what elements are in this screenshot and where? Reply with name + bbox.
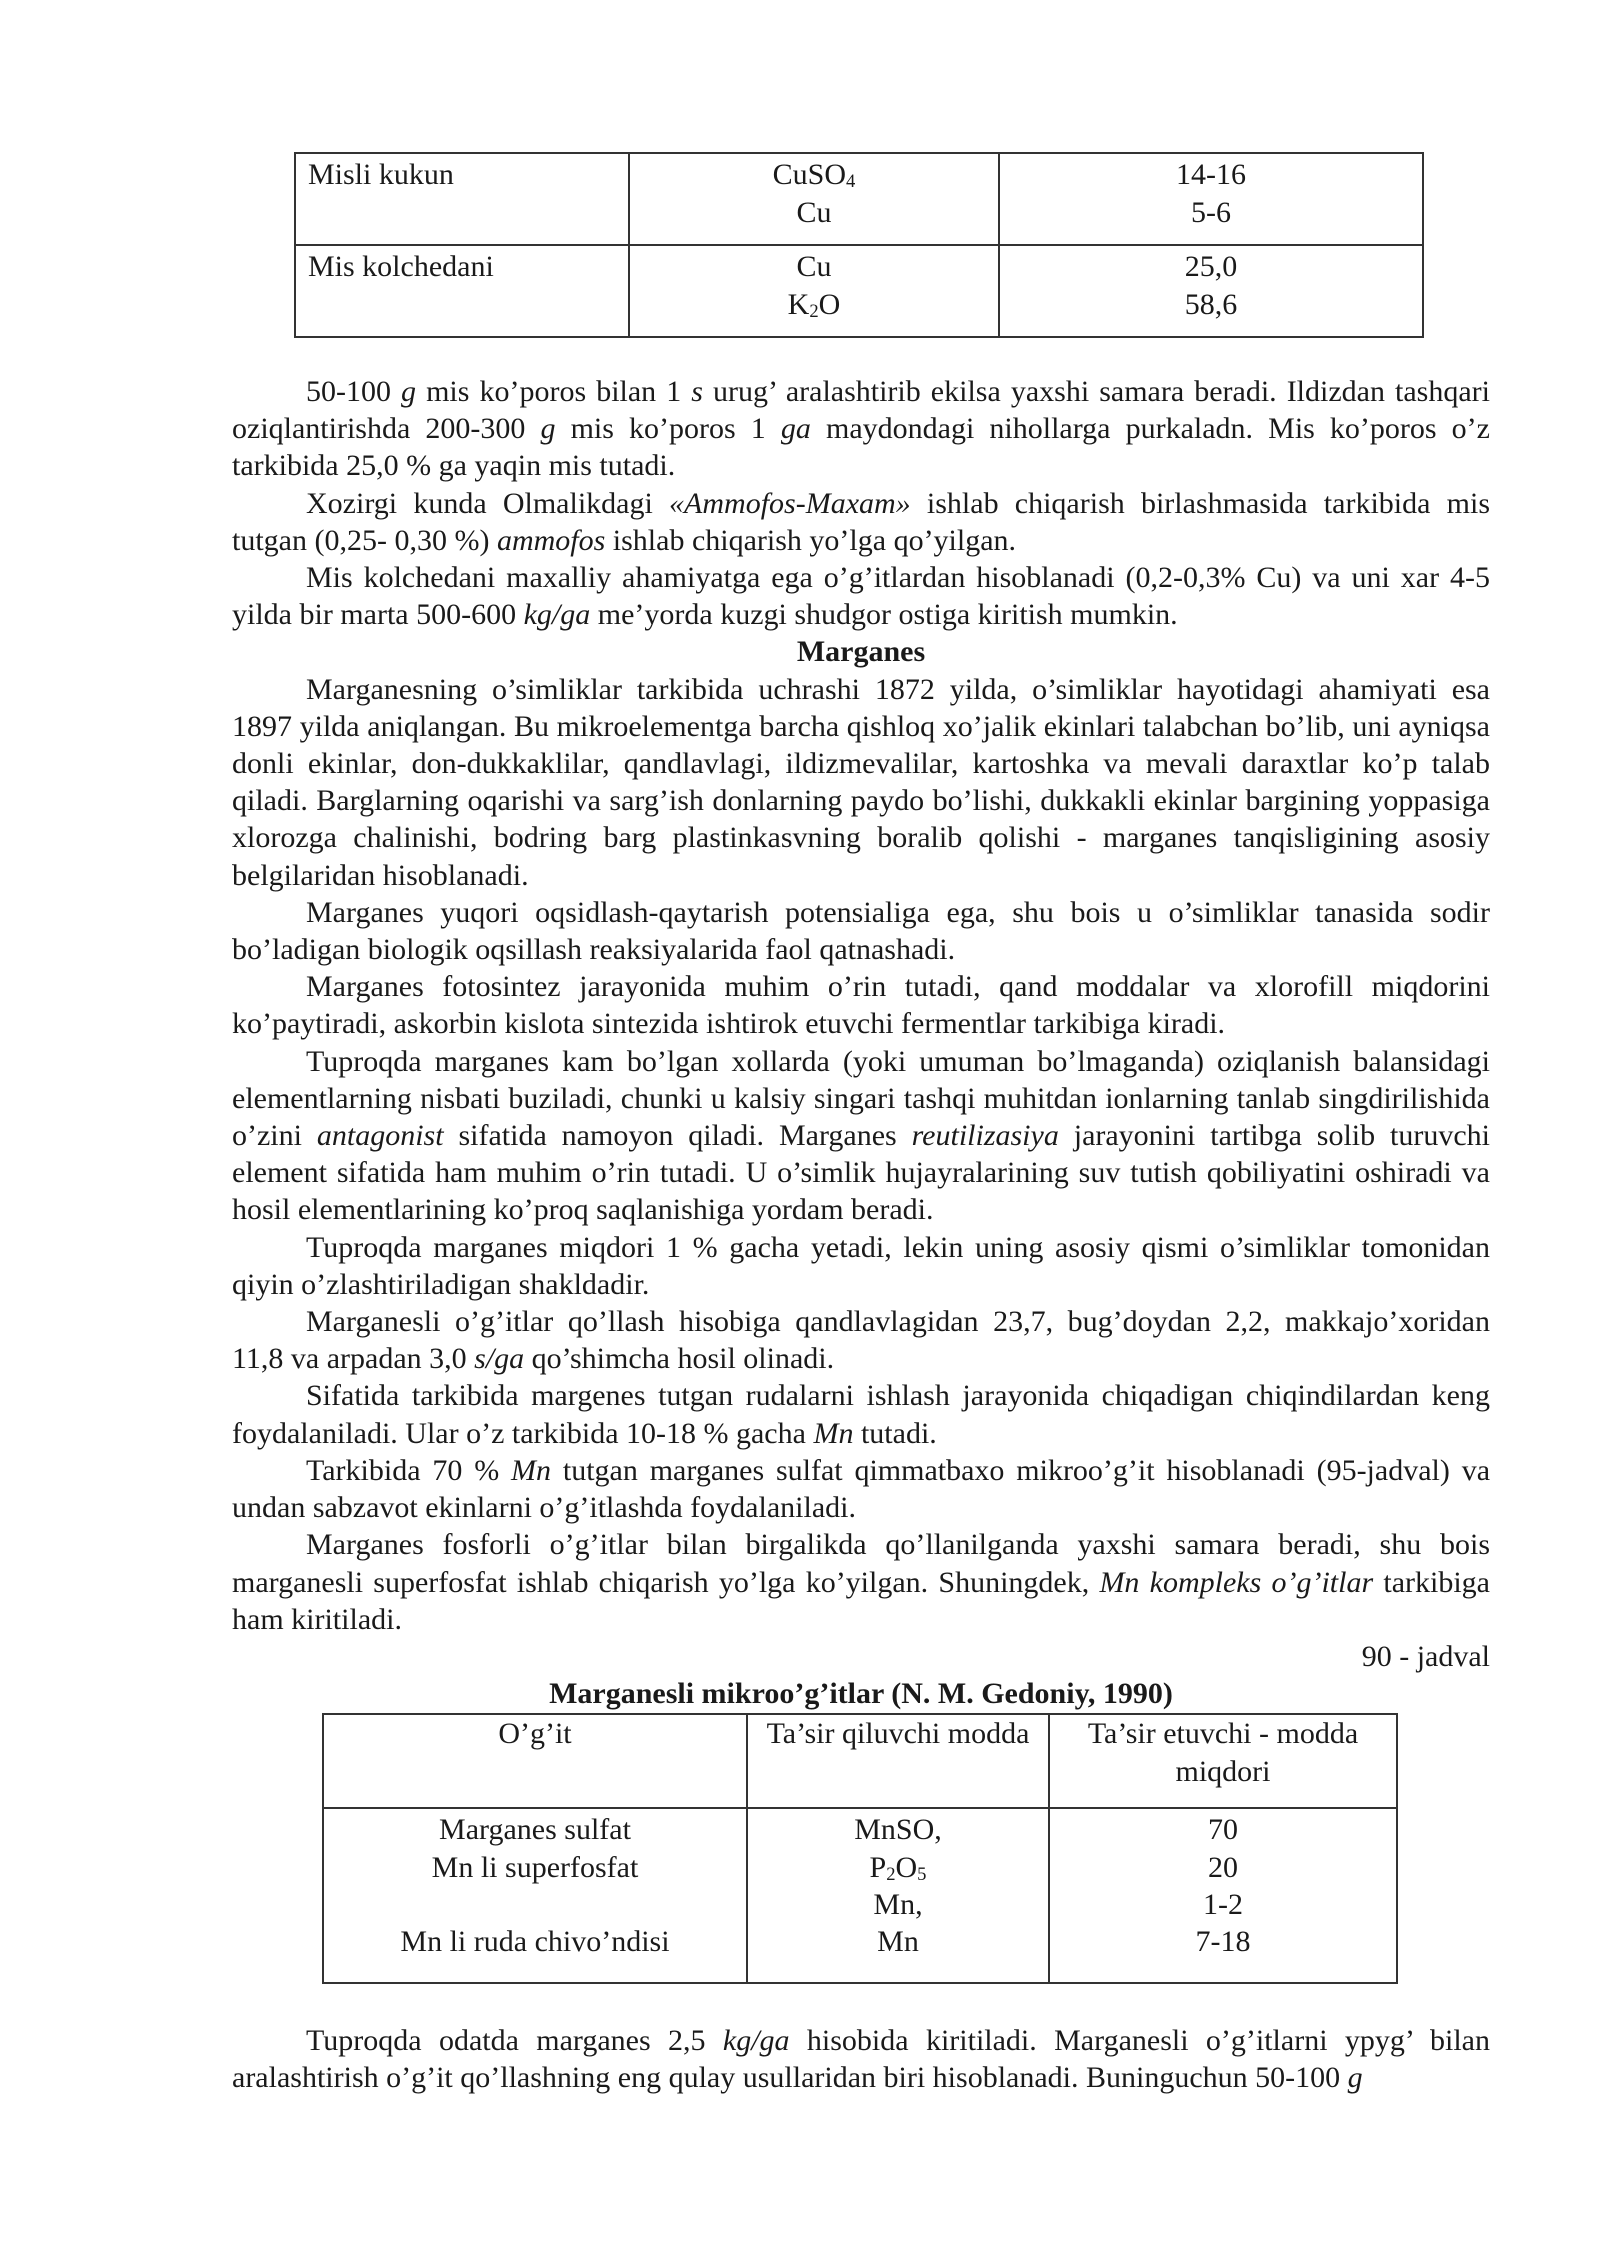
amount-value: 58,6 [1184, 288, 1238, 321]
fertilizer-name: Misli kukun [308, 158, 454, 191]
fertilizer-name: Mn li superfosfat [431, 1850, 639, 1884]
table-cell [295, 245, 629, 337]
fertilizer-name: Mn li ruda chivo’ndisi [400, 1924, 670, 1958]
amount-value: 25,0 [1184, 250, 1238, 283]
manganese-fertilizer-table [322, 1713, 1398, 1984]
substance-formula: Cu [796, 196, 832, 229]
paragraph: Marganes fotosintez jarayonida muhim o’rin tutadi, qand moddalar va xlorofill miqdorini ko’paytiradi, askorbin kislota sintezida ishtirok etuvchi fermentlar tarkibiga kiradi. [232, 970, 1490, 1041]
fertilizer-name [330, 1886, 740, 1923]
table-row [323, 1808, 1397, 1983]
substance-formula: MnSO, [854, 1813, 942, 1847]
section-heading: Marganes [796, 635, 926, 669]
paragraph: Tuproqda marganes miqdori 1 % gacha yetadi, lekin uning asosiy qismi o’simliklar tomonidan qiyin o’zlashtiriladigan shakldadir. [232, 1230, 1490, 1301]
table-cell [1049, 1808, 1397, 1983]
table-number: 90 - jadval [1361, 1639, 1490, 1673]
table-header-row [323, 1714, 1397, 1808]
paragraph: Tuproqda marganes kam bo’lgan xollarda (yoki umuman bo’lmaganda) oziqlanish balansidagi elementlarning nisbati buziladi, chunki u kalsiy singari tashqi muhitdan ionlarning tanlab singdirilishida o’zini antagonist sifatida namoyon qiladi. Marganes reutilizasiya jarayonini tartibga solib turuvchi element sifatida ham muhim o’rin tutadi. U o’simlik hujayralarining suv tutish qobiliyatini oshiradi va hosil elementlarining ko’proq saqlanishiga yordam beradi. [232, 1044, 1491, 1227]
column-header: Ta’sir etuvchi - modda miqdori [1049, 1714, 1397, 1808]
paragraph: Marganesli o’g’itlar qo’llash hisobiga qandlavlagidan 23,7, bug’doydan 2,2, makkajo’xoridan 11,8 va arpadan 3,0 s/ga qo’shimcha hosil olinadi. [232, 1305, 1490, 1376]
paragraph: Sifatida tarkibida margenes tutgan rudalarni ishlash jarayonida chiqadigan chiqindilardan keng foydalaniladi. Ular o’z tarkibida 10-18 % gacha Mn tutadi. [232, 1379, 1490, 1450]
paragraph: Marganes yuqori oqsidlash-qaytarish potensialiga ega, shu bois u o’simliklar tanasida sodir bo’ladigan biologik oqsillash reaksiyalarida faol qatnashadi. [232, 895, 1490, 967]
paragraph: Xozirgi kunda Olmalikdagi «Ammofos-Maxam» ishlab chiqarish birlashmasida tarkibida mis tutgan (0,25- 0,30 %) ammofos ishlab chiqarish yo’lga qo’yilgan. [232, 486, 1490, 557]
table-cell [629, 153, 999, 245]
substance-formula: $P_2O_5$ [869, 1850, 927, 1885]
table-cell [323, 1808, 747, 1983]
table-cell [629, 245, 999, 337]
substance-formula: Mn, [873, 1887, 923, 1921]
copper-fertilizer-table [294, 152, 1424, 338]
amount-value: 70 [1208, 1813, 1238, 1847]
table-cell [747, 1808, 1049, 1983]
substance-formula: Mn [877, 1924, 919, 1958]
amount-value: 1-2 [1203, 1887, 1243, 1921]
paragraph: Tuproqda odatda marganes 2,5 kg/ga hisobida kiritiladi. Marganesli o’g’itlarni ypyg’ bilan aralashtirish o’g’it qo’llashning eng qulay usullaridan biri hisoblanadi. Buninguchun 50-100 g [232, 2024, 1491, 2095]
fertilizer-name: Marganes sulfat [439, 1813, 631, 1847]
amount-value: 7-18 [1195, 1924, 1251, 1958]
substance-formula: CuSO$_4$ [772, 158, 856, 192]
paragraph: Marganes fosforli o’g’itlar bilan birgalikda qo’llanilganda yaxshi samara beradi, shu bois marganesli superfosfat ishlab chiqarish yo’lga ko’yilgan. Shuningdek, Mn kompleks o’g’itlar tarkibiga ham kiritiladi. [232, 1528, 1490, 1636]
column-header: Ta’sir qiluvchi modda [747, 1714, 1049, 1808]
paragraph: Tarkibida 70 % Mn tutgan marganes sulfat qimmatbaxo mikroo’g’it hisoblanadi (95-jadval) va undan sabzavot ekinlarni o’g’itlashda foydalaniladi. [232, 1453, 1491, 1525]
paragraph: Mis kolchedani maxalliy ahamiyatga ega o’g’itlardan hisoblanadi (0,2-0,3% Cu) va uni xar 4-5 yilda bir marta 500-600 kg/ga me’yorda kuzgi shudgor ostiga kiritish mumkin. [232, 561, 1490, 632]
table-row [295, 153, 1423, 245]
amount-value: 20 [1208, 1850, 1238, 1884]
fertilizer-name: Mis kolchedani [308, 250, 494, 283]
amount-value: 14-16 [1176, 158, 1246, 191]
table-title: Marganesli mikroo’g’itlar (N. M. Gedoniy, 1990) [549, 1677, 1173, 1711]
paragraph: Marganesning o’simliklar tarkibida uchrashi 1872 yilda, o’simliklar hayotidagi ahamiyati esa 1897 yilda aniqlangan. Bu mikroelementga barcha qishloq xo’jalik ekinlari talabchan bo’lib, uni ayniqsa donli ekinlar, don-dukkaklilar, qandlavlagi, ildizmevalilar, kartoshka va mevali daraxtlar ko’p talab qiladi. Barglarning oqarishi va sarg’ish donlarning paydo bo’lishi, dukkakli ekinlar bargining yoppasiga xlorozga chalinishi, bodring barg plastinkasvning boralib qolishi - marganes tanqisligining asosiy belgilaridan hisoblanadi. [232, 672, 1490, 892]
body-text [232, 373, 1490, 2097]
substance-formula: $K_2O$ [787, 288, 841, 322]
table-cell [999, 245, 1423, 337]
table-cell [295, 153, 629, 245]
amount-value: 5-6 [1191, 196, 1231, 229]
substance-formula: Cu [796, 250, 832, 283]
paragraph: 50-100 g mis ko’poros bilan 1 s urug’ aralashtirib ekilsa yaxshi samara beradi. Ildizdan tashqari oziqlantirishda 200-300 g mis ko’poros 1 ga maydondagi nihollarga purkaladn. Mis ko’poros o’z tarkibida 25,0 % ga yaqin mis tutadi. [232, 375, 1490, 483]
table-cell [999, 153, 1423, 245]
column-header: O’g’it [323, 1714, 747, 1808]
table-row [295, 245, 1423, 337]
